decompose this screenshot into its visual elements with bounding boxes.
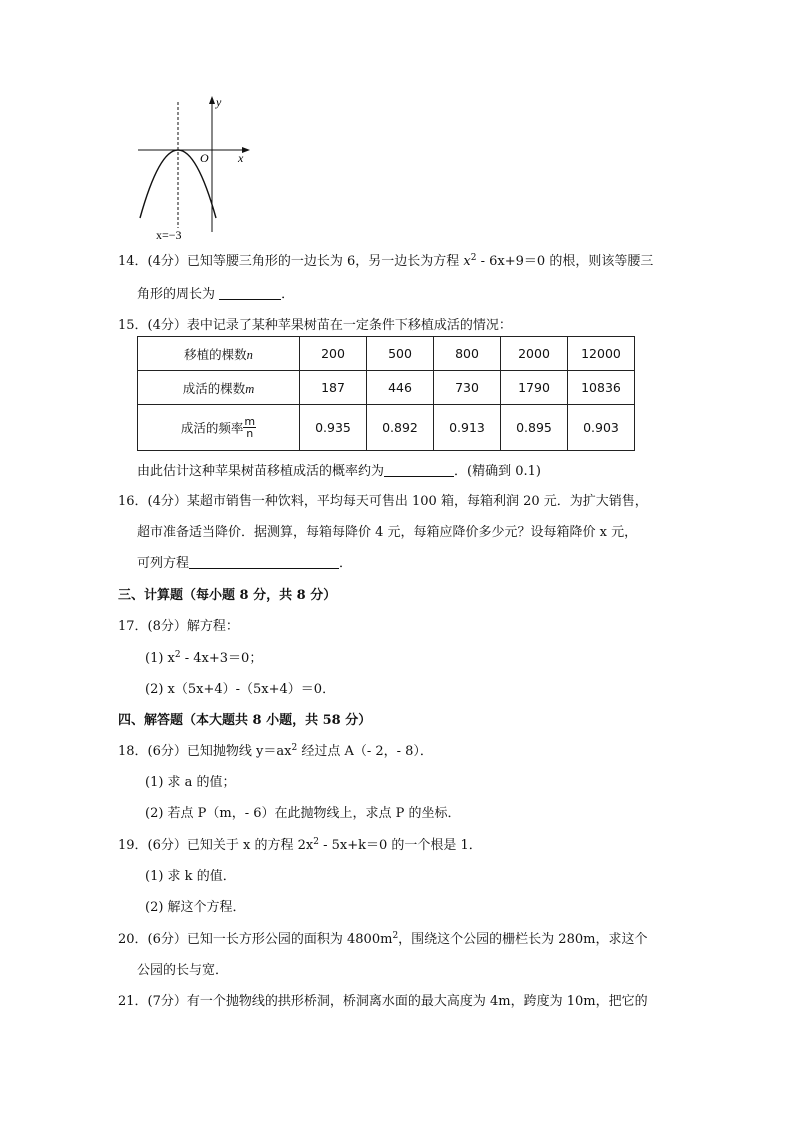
table-cell: 0.903 bbox=[568, 405, 635, 451]
table-cell: 730 bbox=[434, 371, 501, 405]
q14-eq-x: x bbox=[463, 254, 471, 269]
x-label: x bbox=[238, 151, 244, 165]
q15-title: 15．(4分）表中记录了某种苹果树苗在一定条件下移植成活的情况： bbox=[118, 318, 512, 333]
table-cell: 200 bbox=[300, 337, 367, 371]
q20-line2: 公园的长与宽． bbox=[137, 963, 229, 978]
parabola-graph bbox=[130, 92, 260, 242]
q20-line1: 20．(6分）已知一长方形公园的面积为 $4800m^2$，围绕这个公园的栅栏长为 280m，求这个 bbox=[118, 931, 648, 947]
q18-part1: (1) 求 a 的值； bbox=[145, 775, 236, 790]
q15-after: 由此估计这种苹果树苗移植成活的概率约为 ．(精确到 0.1) bbox=[137, 464, 541, 479]
q19-title: 19．(6分）已知关于 x 的方程 $2x^2 - 5x+k=0$ 的一个根是 1． bbox=[118, 837, 482, 853]
q16-line3: 可列方程 ． bbox=[137, 556, 353, 571]
q16-line2: 超市准备适当降价．据测算，每箱每降价 4 元，每箱应降价多少元？设每箱降价 x 元， bbox=[137, 525, 638, 540]
table-cell: 0.895 bbox=[501, 405, 568, 451]
table-cell: 0.913 bbox=[434, 405, 501, 451]
q19-part2: (2) 解这个方程． bbox=[145, 900, 246, 915]
q14-line1 bbox=[118, 250, 653, 269]
table-cell: 2000 bbox=[501, 337, 568, 371]
table-header-cell: 成活的频率 $\frac{m}{n}$ bbox=[138, 405, 300, 451]
y-label: y bbox=[216, 95, 222, 109]
q17-part2: (2) x（5x+4）-（5x+4）＝0． bbox=[145, 682, 336, 697]
q14-line2-text: 角形的周长为 bbox=[137, 287, 220, 302]
q16-line1: 16．(4分）某超市销售一种饮料，平均每天可售出 100 箱，每箱利润 20 元．为扩大销售， bbox=[118, 494, 648, 509]
table-cell: 0.935 bbox=[300, 405, 367, 451]
table-header-cell: 移植的棵数n bbox=[138, 337, 300, 371]
table-cell: 187 bbox=[300, 371, 367, 405]
q15-answer-blank bbox=[384, 464, 454, 477]
m-over-n-fraction: $\frac{m}{n}$ bbox=[244, 415, 256, 440]
section3-heading: 三、计算题（每小题 8 分，共 8 分） bbox=[118, 588, 337, 603]
q18-part2: (2) 若点 P（m，- 6）在此抛物线上，求点 P 的坐标． bbox=[145, 806, 461, 821]
q19-part1: (1) 求 k 的值． bbox=[145, 869, 236, 884]
table-cell: 446 bbox=[367, 371, 434, 405]
q14-line2 bbox=[137, 283, 294, 302]
y-axis-arrow bbox=[209, 96, 215, 104]
table-row bbox=[138, 371, 635, 405]
q14-end: ． bbox=[281, 287, 295, 302]
q17-title: 17．(8分）解方程： bbox=[118, 619, 239, 634]
seedling-table bbox=[137, 336, 635, 451]
q14-prefix: 14．(4分）已知等腰三角形的一边长为 6，另一边长为方程 bbox=[118, 254, 464, 269]
q16-answer-blank bbox=[189, 556, 339, 569]
q17-part1: (1) $x^2 - 4x+3=0$； bbox=[145, 650, 263, 666]
axis-of-symmetry-label: x=−3 bbox=[156, 228, 182, 242]
table-cell: 12000 bbox=[568, 337, 635, 371]
table-cell: 500 bbox=[367, 337, 434, 371]
table-row bbox=[138, 405, 635, 451]
origin-label: O bbox=[200, 151, 209, 165]
q14-eq-sup: 2 bbox=[470, 253, 477, 263]
section4-heading: 四、解答题（本大题共 8 小题，共 58 分） bbox=[118, 713, 372, 728]
table-cell: 0.892 bbox=[367, 405, 434, 451]
table-cell: 10836 bbox=[568, 371, 635, 405]
q18-title: 18．(6分）已知抛物线 $y=ax^2$ 经过点 A（- 2，- 8）． bbox=[118, 743, 433, 759]
table-cell: 1790 bbox=[501, 371, 568, 405]
table-cell: 800 bbox=[434, 337, 501, 371]
table-row bbox=[138, 337, 635, 371]
q14-eq-rest: - 6x+9＝0 的根，则该等腰三 bbox=[476, 254, 654, 269]
q21-line1: 21．(7分）有一个抛物线的拱形桥洞，桥洞离水面的最大高度为 4m，跨度为 10m，把它的 bbox=[118, 994, 648, 1009]
q14-answer-blank bbox=[219, 287, 281, 300]
table-header-cell: 成活的棵数m bbox=[138, 371, 300, 405]
